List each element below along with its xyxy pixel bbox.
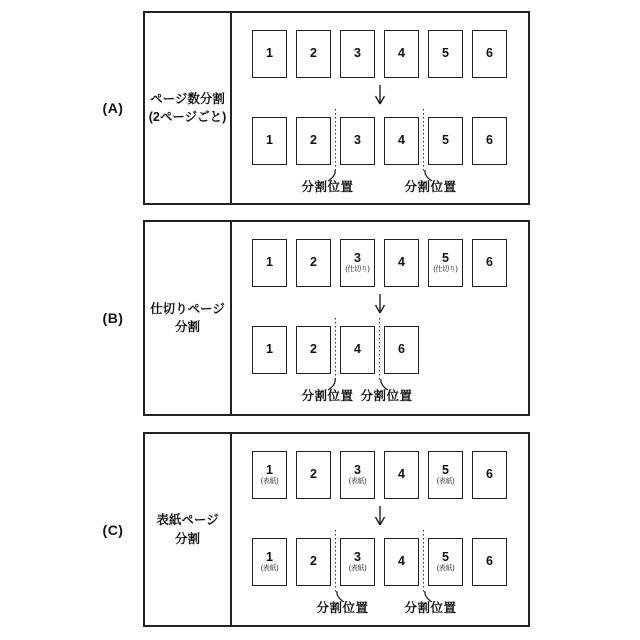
split-dotted-line — [335, 530, 337, 592]
method-line-1: ページ数分割 — [150, 91, 225, 106]
page-box — [296, 30, 331, 78]
method-line-2: 分割 — [174, 320, 200, 334]
page-box — [472, 30, 507, 78]
page-box — [472, 451, 507, 499]
page-sublabel: (表紙) — [260, 564, 279, 572]
page-number: 3 — [354, 133, 361, 148]
down-arrow-icon — [371, 84, 389, 106]
page-number: 6 — [486, 133, 493, 148]
page-number: 4 — [398, 133, 405, 148]
page-box — [252, 326, 287, 374]
page-box — [296, 538, 331, 586]
split-position-label: 分割位置 — [360, 389, 413, 403]
panel-a — [102, 11, 530, 205]
split-position-label: 分割位置 — [404, 180, 457, 194]
page-box — [428, 451, 463, 499]
page-number: 2 — [310, 554, 317, 569]
down-arrow-icon — [371, 293, 389, 315]
page-number: 4 — [398, 255, 405, 270]
page-number: 4 — [354, 342, 361, 357]
method-line-2: (2ページごと) — [148, 110, 227, 124]
bottom-row — [234, 538, 528, 586]
page-number: 5 — [442, 549, 449, 564]
page-number: 4 — [398, 46, 405, 61]
panel-c-side-label: (C) — [102, 521, 124, 538]
split-dotted-line — [335, 109, 337, 171]
panel-a-content — [234, 13, 528, 203]
panel-a-method-label — [145, 13, 232, 203]
page-box — [384, 30, 419, 78]
panel-c — [102, 432, 530, 627]
page-number: 4 — [398, 467, 405, 482]
page-number: 1 — [266, 46, 273, 61]
page-number: 3 — [354, 250, 361, 265]
method-line-1: 表紙ページ — [156, 513, 219, 528]
page-number: 2 — [310, 255, 317, 270]
page-box — [296, 239, 331, 287]
top-row — [234, 451, 528, 499]
page-box — [384, 117, 419, 165]
panel-c-content — [234, 434, 528, 625]
page-box — [340, 30, 375, 78]
split-position-label: 分割位置 — [301, 180, 354, 194]
page-number: 2 — [310, 467, 317, 482]
page-number: 1 — [266, 462, 273, 477]
page-box — [252, 239, 287, 287]
page-box — [296, 451, 331, 499]
page-sublabel: (仕切り) — [345, 265, 370, 273]
page-box — [384, 326, 419, 374]
page-box — [472, 117, 507, 165]
page-box — [472, 538, 507, 586]
page-number: 6 — [486, 46, 493, 61]
page-number: 2 — [310, 46, 317, 61]
page-number: 2 — [310, 133, 317, 148]
page-number: 6 — [398, 342, 405, 357]
page-box — [428, 30, 463, 78]
page-box — [340, 451, 375, 499]
split-dotted-line — [379, 318, 381, 380]
method-line-2: 分割 — [174, 531, 200, 546]
split-dotted-line — [335, 318, 337, 380]
page-box — [384, 239, 419, 287]
panel-b — [102, 220, 530, 416]
panel-b-content — [234, 222, 528, 414]
page-number: 1 — [266, 133, 273, 148]
page-number: 5 — [442, 46, 449, 61]
page-box — [428, 239, 463, 287]
panel-b-side-label: (B) — [102, 310, 124, 326]
page-box — [340, 117, 375, 165]
split-position-label: 分割位置 — [404, 601, 457, 615]
page-box — [252, 30, 287, 78]
page-box — [296, 117, 331, 165]
page-number: 1 — [266, 342, 273, 357]
page-number: 6 — [486, 554, 493, 569]
page-box — [252, 538, 287, 586]
page-box — [384, 538, 419, 586]
bottom-row — [234, 117, 528, 165]
page-box — [472, 239, 507, 287]
split-position-label: 分割位置 — [301, 389, 354, 403]
page-box — [340, 239, 375, 287]
page-box — [340, 538, 375, 586]
page-number: 4 — [398, 554, 405, 569]
page-sublabel: (表紙) — [348, 564, 367, 572]
page-box — [252, 117, 287, 165]
panel-b-method-label — [145, 222, 232, 414]
page-sublabel: (表紙) — [436, 564, 455, 572]
page-number: 1 — [266, 549, 273, 564]
page-number: 5 — [442, 250, 449, 265]
page-number: 5 — [442, 133, 449, 148]
page-number: 1 — [266, 255, 273, 270]
page-box — [428, 117, 463, 165]
page-number: 6 — [486, 255, 493, 270]
page-number: 5 — [442, 462, 449, 477]
page-sublabel: (表紙) — [348, 477, 367, 485]
split-dotted-line — [423, 530, 425, 592]
page-number: 2 — [310, 342, 317, 357]
panel-a-side-label: (A) — [102, 100, 124, 116]
page-sublabel: (表紙) — [436, 477, 455, 485]
page-number: 3 — [354, 46, 361, 61]
page-box — [384, 451, 419, 499]
bottom-row — [234, 326, 528, 374]
method-line-1: 仕切りページ — [150, 301, 225, 316]
down-arrow-icon — [371, 505, 389, 527]
page-number: 3 — [354, 462, 361, 477]
panel-c-method-label — [145, 434, 232, 625]
page-box — [340, 326, 375, 374]
split-dotted-line — [423, 109, 425, 171]
top-row — [234, 30, 528, 78]
top-row — [234, 239, 528, 287]
page-box — [296, 326, 331, 374]
page-number: 6 — [486, 467, 493, 482]
page-box — [252, 451, 287, 499]
page-box — [428, 538, 463, 586]
page-number: 3 — [354, 549, 361, 564]
page-sublabel: (表紙) — [260, 477, 279, 485]
page-sublabel: (仕切り) — [433, 265, 458, 273]
split-position-label: 分割位置 — [316, 601, 369, 615]
